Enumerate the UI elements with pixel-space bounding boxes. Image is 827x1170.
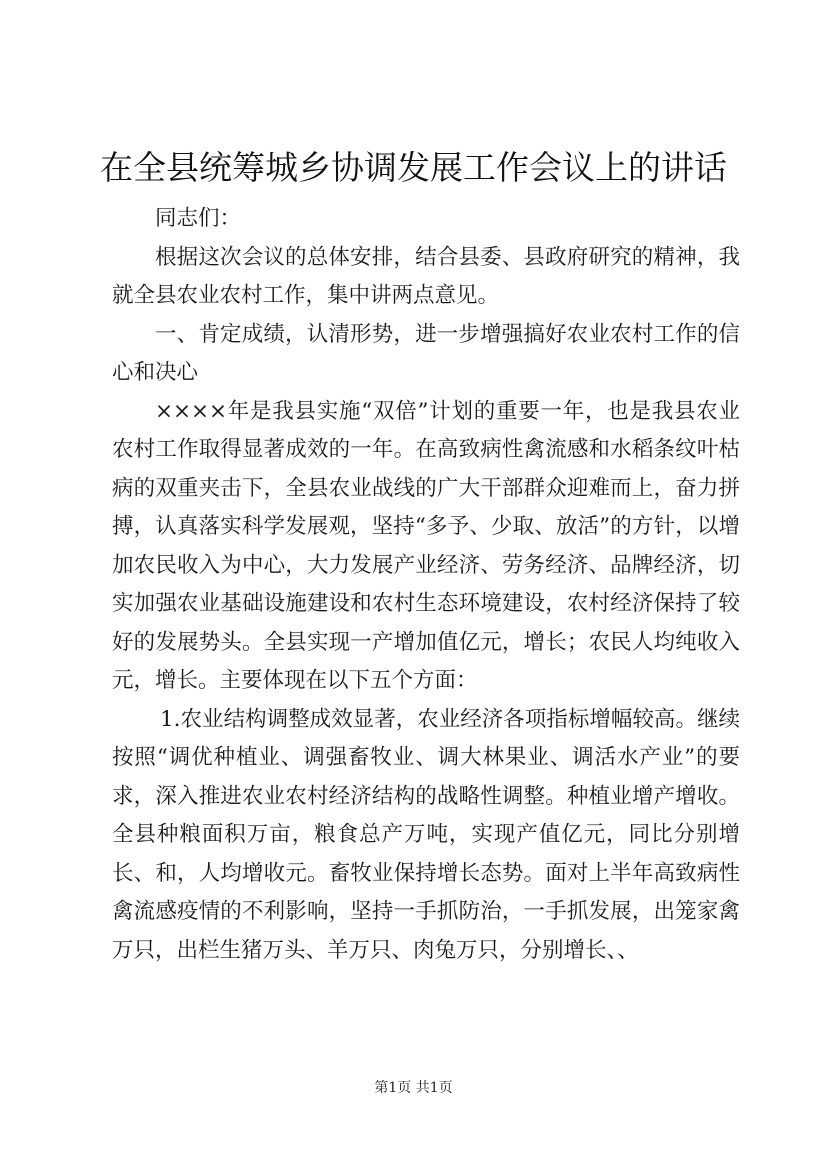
achievements-paragraph: ××××年是我县实施“双倍”计划的重要一年，也是我县农业农村工作取得显著成效的一年。在高致病性禽流感和水稻条纹叶枯病的双重夹击下，全县农业战线的广大干部群众迎难而上，奋力拼搏，认真落实科学发展观，坚持“多予、少取、放活”的方针，以增加农民收入为中心，大力发展产业经济、劳务经济、品牌经济，切实加强农业基础设施建设和农村生态环境建设，农村经济保持了较好的发展势头。全县实现一产增加值亿元，增长；农民人均纯收入元，增长。主要体现在以下五个方面： — [112, 398, 740, 693]
document-body — [112, 200, 740, 970]
salutation-paragraph: 同志们： — [155, 206, 242, 231]
intro-paragraph: 根据这次会议的总体安排，结合县委、县政府研究的精神，我就全县农业农村工作，集中讲两点意见。 — [112, 244, 740, 308]
section-heading-paragraph: 一、肯定成绩，认清形势，进一步增强搞好农业农村工作的信心和决心 — [112, 321, 740, 385]
item-1-paragraph: 1.农业结构调整成效显著，农业经济各项指标增幅较高。继续按照“调优种植业、调强畜牧业、调大林果业、调活水产业”的要求，深入推进农业农村经济结构的战略性调整。种植业增产增收。全县种粮面积万亩，粮食总产万吨，实现产值亿元，同比分别增长、和，人均增收元。畜牧业保持增长态势。面对上半年高致病性禽流感疫情的不利影响，坚持一手抓防治，一手抓发展，出笼家禽万只，出栏生猪万头、羊万只、肉兔万只，分别增长、、 — [112, 706, 740, 963]
page-footer: 第1页 共1页 — [374, 1080, 453, 1096]
document-title: 在全县统筹城乡协调发展工作会议上的讲话 — [100, 148, 727, 187]
